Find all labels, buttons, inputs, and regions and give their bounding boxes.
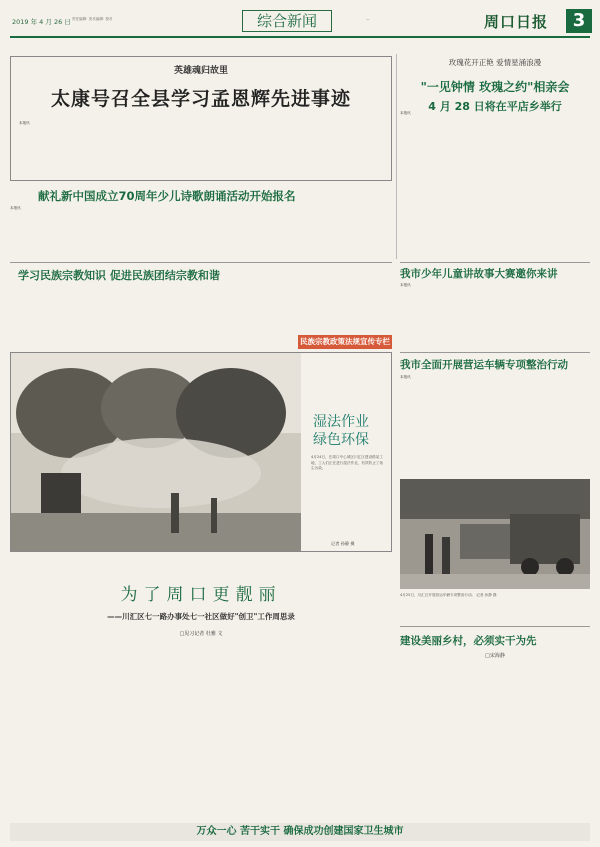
- vehicle-article: [400, 352, 590, 622]
- village-body-2: [498, 663, 590, 819]
- beautify-headline: 为了周口更靓丽: [120, 585, 282, 605]
- religion-article: [10, 262, 392, 350]
- poetry-body-3: [206, 206, 298, 256]
- masthead: [10, 8, 590, 36]
- masthead-info-right: —: [366, 17, 370, 21]
- story-contest-body-2: [498, 283, 590, 349]
- beautify-byline: □见习记者 杜雅 文: [179, 631, 223, 637]
- beautify-body-4: [244, 638, 316, 818]
- vehicle-photo: [400, 479, 590, 589]
- masthead-rule: [10, 36, 590, 38]
- religion-body-4: [302, 285, 392, 333]
- construction-site-photo: [11, 353, 301, 551]
- beautify-body-2: [88, 638, 160, 818]
- photo-side-title-2: 绿色环保: [313, 432, 369, 448]
- poetry-body-4: [302, 206, 392, 256]
- photo-credit: 记者 孙静 摄: [331, 541, 355, 546]
- religion-banner: 民族宗教政策法规宣传专栏: [298, 335, 392, 349]
- vehicle-headline: 我市全面开展营运车辆专项整治行动: [400, 359, 568, 371]
- section-title: 综合新闻: [242, 10, 332, 32]
- village-article: [400, 626, 590, 821]
- masthead-info: 责任编辑· 美术编辑· 校对: [72, 17, 113, 21]
- village-headline: 建设美丽乡村，必须实干为先: [400, 635, 537, 647]
- footer-slogan: 万众一心 苦干实干 确保成功创建国家卫生城市: [196, 826, 404, 837]
- beautify-article: [10, 556, 392, 821]
- feature-photo: [10, 352, 392, 552]
- beautify-subheadline: ——川汇区七一路办事处七一社区做好"创卫"工作周思录: [107, 612, 295, 621]
- religion-body-2: [108, 285, 200, 347]
- matchmaking-body-1: 本报讯: [400, 111, 411, 115]
- lead-kicker: 英雄魂归故里: [173, 66, 228, 76]
- story-contest-headline: 我市少年儿童讲故事大赛邀你来讲: [400, 268, 558, 280]
- religion-body-1: [10, 285, 102, 347]
- photo-caption: 4月24日，在周口中心城区川汇区建设路某工地，工人们正在进行湿法作业，有效防止了扬尘污染。: [311, 455, 383, 471]
- lead-body-col-1: 本报讯: [19, 121, 30, 125]
- poetry-headline: 献礼新中国成立70周年少儿诗歌朗诵活动开始报名: [38, 189, 296, 203]
- vehicle-body-1: 本报讯: [400, 375, 411, 379]
- lead-headline: 太康号召全县学习孟恩辉先进事迹: [50, 88, 351, 110]
- matchmaking-headline-1: "一见钟情 玫瑰之约"相亲会: [420, 80, 570, 94]
- lead-body-col-3: [203, 121, 289, 177]
- footer-banner: [10, 823, 590, 841]
- village-body-1: [400, 663, 492, 819]
- village-byline: □宋海静: [485, 653, 505, 659]
- lead-body-col-4: [295, 121, 385, 177]
- religion-body-3: [206, 285, 298, 347]
- lead-article: [10, 56, 392, 181]
- poetry-article: [10, 186, 392, 258]
- religion-headline: 学习民族宗教知识 促进民族团结宗教和谐: [18, 269, 220, 282]
- poetry-body-1: 本报讯: [10, 206, 21, 210]
- issue-date: 2019 年 4 月 26 日: [12, 18, 71, 26]
- vehicle-photo-caption: 4月25日，川汇区开展营运车辆专项整治行动。 记者 孙静 摄: [400, 593, 497, 597]
- beautify-body-1: [10, 638, 82, 818]
- matchmaking-kicker: 玫瑰花开正艳 爱情星涌浪漫: [448, 58, 542, 67]
- beautify-body-3: [166, 638, 238, 818]
- matchmaking-article: [400, 54, 590, 259]
- photo-side-title-1: 湿法作业: [313, 414, 369, 430]
- matchmaking-body-2: [498, 111, 590, 256]
- lead-body-col-2: [111, 121, 197, 177]
- story-contest-article: [400, 262, 590, 350]
- beautify-body-5: [322, 638, 392, 818]
- paper-name-logo: 周口日报: [484, 13, 549, 31]
- story-contest-body-1: 本报讯: [400, 283, 411, 287]
- poetry-body-2: [108, 206, 200, 256]
- column-divider: [396, 54, 397, 259]
- matchmaking-headline-2: 4 月 28 日将在平店乡举行: [428, 100, 562, 113]
- page-number: 3: [566, 9, 592, 33]
- vehicle-body-2: [498, 375, 590, 475]
